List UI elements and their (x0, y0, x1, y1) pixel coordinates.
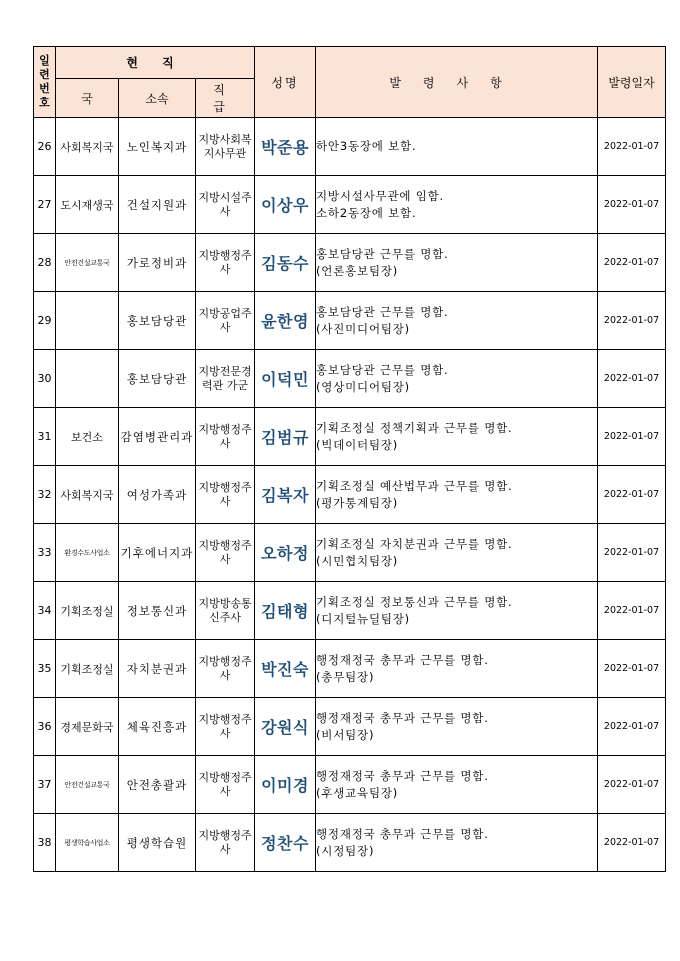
bureau-cell: 사회복지국 (56, 118, 119, 176)
rank-cell: 지방공업주사 (196, 292, 255, 350)
order-line: (디지털뉴딜팀장) (316, 611, 410, 626)
date-cell: 2022-01-07 (598, 698, 666, 756)
department-cell: 자치분권과 (119, 640, 196, 698)
table-row (34, 814, 666, 872)
person-name: 이덕민 (255, 350, 316, 408)
date-cell: 2022-01-07 (598, 118, 666, 176)
bureau-cell: 안전건설교통국 (56, 234, 119, 292)
table-row (34, 350, 666, 408)
department-cell: 기후에너지과 (119, 524, 196, 582)
order-header: 발령사항 (316, 47, 598, 118)
order-line: (총무팀장) (316, 669, 375, 684)
person-name: 김태형 (255, 582, 316, 640)
row-number: 30 (34, 350, 56, 408)
rank-cell: 지방사회복지사무관 (196, 118, 255, 176)
person-name: 오하정 (255, 524, 316, 582)
department-cell: 홍보담당관 (119, 292, 196, 350)
order-cell (316, 524, 598, 582)
row-number: 32 (34, 466, 56, 524)
order-line: (시민협치팀장) (316, 553, 399, 568)
table-row (34, 176, 666, 234)
department-cell: 평생학습원 (119, 814, 196, 872)
order-line: (후생교육팀장) (316, 785, 399, 800)
rank-cell: 지방행정주사 (196, 466, 255, 524)
date-cell: 2022-01-07 (598, 292, 666, 350)
table-row (34, 524, 666, 582)
rank-cell: 지방행정주사 (196, 698, 255, 756)
person-name: 박진숙 (255, 640, 316, 698)
row-number: 34 (34, 582, 56, 640)
person-name: 이상우 (255, 176, 316, 234)
current-position-header: 현 직 (56, 47, 255, 79)
person-name: 김복자 (255, 466, 316, 524)
department-cell: 감염병관리과 (119, 408, 196, 466)
row-number: 37 (34, 756, 56, 814)
date-cell: 2022-01-07 (598, 756, 666, 814)
order-cell (316, 292, 598, 350)
rank-cell: 지방행정주사 (196, 524, 255, 582)
bureau-cell: 기획조정실 (56, 582, 119, 640)
row-number: 38 (34, 814, 56, 872)
date-cell: 2022-01-07 (598, 408, 666, 466)
name-header: 성명 (255, 47, 316, 118)
table-row (34, 756, 666, 814)
table-row (34, 640, 666, 698)
bureau-cell: 기획조정실 (56, 640, 119, 698)
department-cell: 정보통신과 (119, 582, 196, 640)
rank-cell: 지방행정주사 (196, 756, 255, 814)
rank-cell: 지방행정주사 (196, 640, 255, 698)
order-line: 행정재정국 총무과 근무를 명함. (316, 710, 489, 725)
row-number: 31 (34, 408, 56, 466)
order-line: 기획조정실 예산법무과 근무를 명함. (316, 478, 513, 493)
bureau-cell: 도시재생국 (56, 176, 119, 234)
department-cell: 홍보담당관 (119, 350, 196, 408)
bureau-header: 국 (56, 79, 119, 118)
order-cell (316, 408, 598, 466)
order-line: 행정재정국 총무과 근무를 명함. (316, 652, 489, 667)
rank-cell: 지방행정주사 (196, 234, 255, 292)
serial-number-header: 일련 번호 (34, 47, 56, 118)
department-cell: 가로정비과 (119, 234, 196, 292)
table-row (34, 466, 666, 524)
department-cell: 안전총괄과 (119, 756, 196, 814)
order-line: (언론홍보팀장) (316, 263, 399, 278)
rank-cell: 지방방송통신주사 (196, 582, 255, 640)
rank-header: 직 급 (196, 79, 255, 118)
department-cell: 노인복지과 (119, 118, 196, 176)
date-cell: 2022-01-07 (598, 814, 666, 872)
order-line: 기획조정실 정책기획과 근무를 명함. (316, 420, 513, 435)
order-cell (316, 118, 598, 176)
order-cell (316, 814, 598, 872)
table-row (34, 234, 666, 292)
row-number: 26 (34, 118, 56, 176)
rank-cell: 지방행정주사 (196, 814, 255, 872)
order-line: (평가통계팀장) (316, 495, 399, 510)
date-cell: 2022-01-07 (598, 524, 666, 582)
bureau-cell (56, 350, 119, 408)
table-row (34, 698, 666, 756)
date-cell: 2022-01-07 (598, 466, 666, 524)
date-header: 발령일자 (598, 47, 666, 118)
person-name: 김범규 (255, 408, 316, 466)
row-number: 28 (34, 234, 56, 292)
department-header: 소속 (119, 79, 196, 118)
person-name: 이미경 (255, 756, 316, 814)
rank-cell: 지방행정주사 (196, 408, 255, 466)
department-cell: 체육진흥과 (119, 698, 196, 756)
order-line: 기획조정실 정보통신과 근무를 명함. (316, 594, 513, 609)
table-row (34, 118, 666, 176)
bureau-cell: 안전건설교통국 (56, 756, 119, 814)
order-cell (316, 176, 598, 234)
bureau-cell: 경제문화국 (56, 698, 119, 756)
person-name: 강원식 (255, 698, 316, 756)
bureau-cell: 보건소 (56, 408, 119, 466)
order-line: 행정재정국 총무과 근무를 명함. (316, 826, 489, 841)
row-number: 27 (34, 176, 56, 234)
person-name: 김동수 (255, 234, 316, 292)
order-line: 소하2동장에 보함. (316, 205, 417, 220)
table-row (34, 582, 666, 640)
date-cell: 2022-01-07 (598, 582, 666, 640)
bureau-cell: 평생학습사업소 (56, 814, 119, 872)
department-cell: 여성가족과 (119, 466, 196, 524)
order-line: 홍보담당관 근무를 명함. (316, 362, 449, 377)
order-cell (316, 640, 598, 698)
bureau-cell: 환경수도사업소 (56, 524, 119, 582)
personnel-order-table (33, 46, 666, 872)
rank-cell: 지방시설주사 (196, 176, 255, 234)
bureau-cell: 사회복지국 (56, 466, 119, 524)
order-cell (316, 582, 598, 640)
order-line: 홍보담당관 근무를 명함. (316, 246, 449, 261)
person-name: 박준용 (255, 118, 316, 176)
order-line: 기획조정실 자치분권과 근무를 명함. (316, 536, 513, 551)
department-cell: 건설지원과 (119, 176, 196, 234)
row-number: 33 (34, 524, 56, 582)
order-cell (316, 466, 598, 524)
order-line: (영상미디어팀장) (316, 379, 410, 394)
table-row (34, 408, 666, 466)
date-cell: 2022-01-07 (598, 234, 666, 292)
order-line: (비서팀장) (316, 727, 375, 742)
order-line: (사진미디어팀장) (316, 321, 410, 336)
person-name: 정찬수 (255, 814, 316, 872)
date-cell: 2022-01-07 (598, 350, 666, 408)
order-cell (316, 350, 598, 408)
person-name: 윤한영 (255, 292, 316, 350)
order-line: (빅데이터팀장) (316, 437, 399, 452)
table-row (34, 292, 666, 350)
order-line: 홍보담당관 근무를 명함. (316, 304, 449, 319)
date-cell: 2022-01-07 (598, 176, 666, 234)
row-number: 36 (34, 698, 56, 756)
order-cell (316, 234, 598, 292)
bureau-cell (56, 292, 119, 350)
order-line: 하안3동장에 보함. (316, 139, 417, 153)
row-number: 29 (34, 292, 56, 350)
order-line: 행정재정국 총무과 근무를 명함. (316, 768, 489, 783)
rank-cell: 지방전문경력관 가군 (196, 350, 255, 408)
order-line: 지방시설사무관에 임함. (316, 188, 445, 203)
order-cell (316, 756, 598, 814)
order-line: (시정팀장) (316, 843, 375, 858)
date-cell: 2022-01-07 (598, 640, 666, 698)
order-cell (316, 698, 598, 756)
row-number: 35 (34, 640, 56, 698)
